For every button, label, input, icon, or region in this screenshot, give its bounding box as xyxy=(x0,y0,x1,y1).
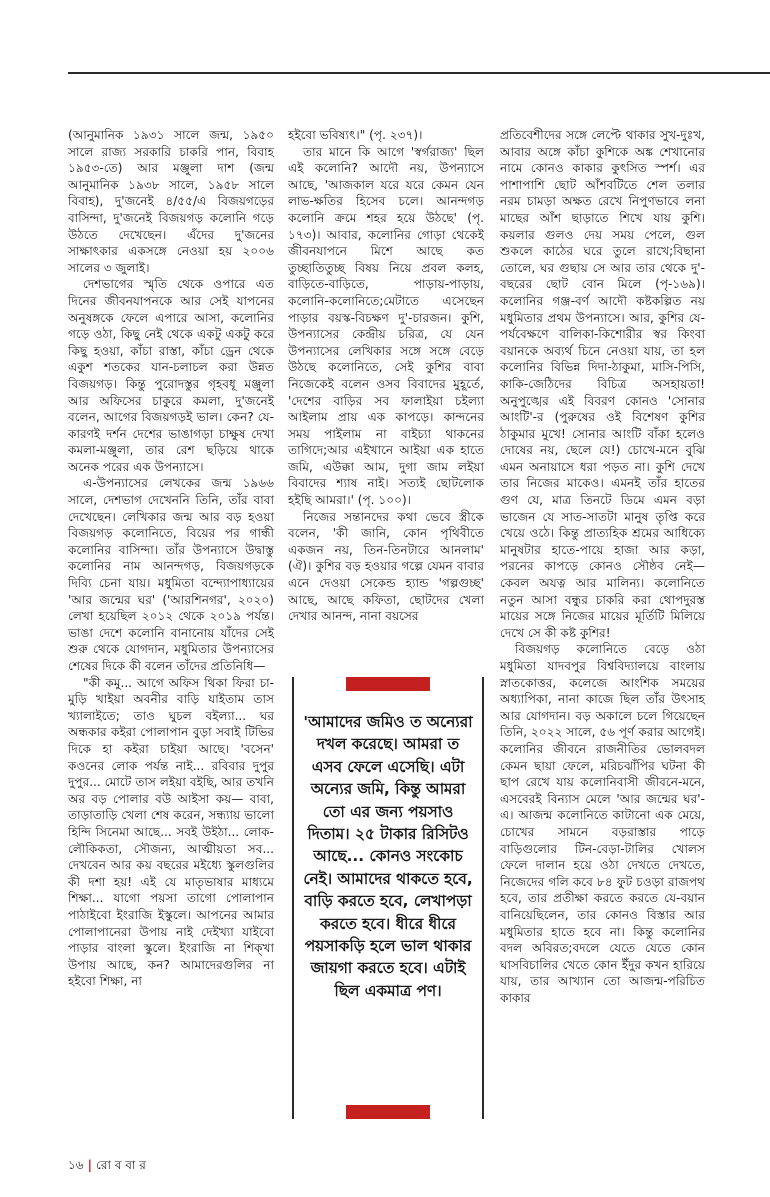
pull-quote-text: 'আমাদের জমিও ত অন্যেরা দখল করেছে। আমরা ত এসব ফেলে এসেছি। এটা অন্যের জমি, কিন্তু আমরা তো এর জন্য পয়সাও দিতাম। ২৫ টাকার রিসিটও আছে... কোনও সংকোচ নেই। আমাদের থাকতে হবে, বাড়ি করতে হবে, লেখাপড়া করতে হবে। ধীরে ধীরে পয়সাকড়ি হলে ভাল থাকার জায়গা করতে হবে। এটাই ছিল একমাত্র পণ। xyxy=(303,713,473,1000)
paragraph: এ-উপন্যাসের লেখকের জন্ম ১৯৬৬ সালে, দেশভাগ দেখেননি তিনি, তাঁর বাবা দেখেছেন। লেখিকার জন্ম আর বড় হওয়া বিজয়গড় কলোনিতে, বিয়ের পর গান্ধী কলোনির বাসিন্দা। তাঁর উপন্যাসে উদ্বাস্তু কলোনির নাম আনন্দগড়, বিজয়গড়কে দিব্যি চেনা যায়। মধুমিতা বন্দ্যোপাধ্যায়ের 'আর জন্মের ঘর' ('আরশিনগর', ২০২০) লেখা হয়েছিল ২০১২ থেকে ২০১৯ পর্যন্ত। ভাঙা দেশে কলোনি বানানোয় যাঁদের সেই শুরু থেকে যোগদান, মধুমিতার উপন্যাসের শেষের দিকে কী বলেন তাঁদের প্রতিনিধি— xyxy=(68,476,274,673)
page-footer xyxy=(68,1157,146,1177)
pull-quote-top-bar xyxy=(346,677,430,691)
paragraph: বিজয়গড় কলোনিতে বেড়ে ওঠা মধুমিতা যাদবপুর বিশ্ববিদ্যালয়ে বাংলায় স্নাতকোত্তর, কলেজে আংশিক সময়ের অধ্যাপিকা, নানা কাজে ছিল তাঁর উৎসাহ আর যোগদান। বড় অকালে চলে গিয়েছেন তিনি, ২০২২ সালে, ৫৬ পূর্ণ করার আগেই। কলোনির জীবনে রাজনীতির ভোলবদল কেমন ছায়া ফেলে, মরিচঝাঁপির ঘটনা কী ছাপ রেখে যায় কলোনিবাসী জীবনে-মনে, এসবেরই বিন্যাস মেলে 'আর জন্মের ঘর'-এ। আজন্ম কলোনিতে কাটানো এক মেয়ে, চোখের সামনে বড়রাস্তার পাড়ে বাড়িগুলোর টিন-বেড়া-টালির খোলস ফেলে দালান হয়ে ওঠা দেখতে দেখতে, নিজেদের গলি কবে ৮৪ ফুট চওড়া রাজপথ হবে, তার প্রতীক্ষা করতে করতে যে-বয়ান বানিয়েছিলেন, তার কোনও বিস্তার আর মধুমিতার হাতে হবে না। কিন্তু কলোনির বদল অবিরত;বদলে যেতে যেতে কোন ঘাসবিচালির খেতে কোন ইঁদুর কখন হারিয়ে যায়, তার আখ্যান তো আজন্ম-পরিচিত কাকার xyxy=(500,642,705,1005)
paragraph: হইবো ভবিষ্যৎ।" (পৃ. ২৩৭)। xyxy=(288,128,423,142)
article-column-1 xyxy=(68,127,274,990)
pull-quote-bottom-bar xyxy=(346,1105,430,1119)
header-rule xyxy=(68,72,770,74)
pull-quote-box xyxy=(292,677,484,1119)
article-column-2 xyxy=(288,127,484,625)
paragraph: "কী কমু... আগে অফিস থিকা ফিরা চা-মুড়ি খাইয়া অবনীর বাড়ি যাইতাম তাস খ্যালাইতে; তাও ঘুচল বইল্যা... ঘর অন্ধকার কইরা পোলাপান বুড়া সবাই টিভির দিকে হা কইরা চাইয়া আছে। 'বসেন' কওনের লোক পর্যন্ত নাই... রবিবার দুপুর দুপুর... মোটে তাস লইয়া বইছি, আর তখনি অর বড় পোলার বউ আইসা কয়— বাবা, তাড়াতাড়ি খেলা শেষ করেন, সন্ধ্যায় ভালো হিন্দি সিনেমা আছে... সবই উইঠা... লোক-লৌকিকতা, সৌজন্য, আত্মীয়তা সব... দেখবেন আর কয় বছরের মইধ্যে স্কুলগুলির কী দশা হয়! এই যে মাতৃভাষার মাধ্যমে শিক্ষা... যাগো পয়সা তাগো পোলাপান পাঠাইবো ইংরাজি ইস্কুলে। আপনের আমার পোলাপানেরা উপায় নাই দেইখ্যা যাইবো পাড়ার বাংলা স্কুলে। ইংরাজি না শিক্‌খা উপায় আছে, কন? আমাদেরগুলির না হইবো শিক্ষা, না xyxy=(68,675,274,989)
article-column-3 xyxy=(500,127,705,1006)
section-name: রো ব বা র xyxy=(95,1158,146,1172)
page-number: ১৬ xyxy=(68,1158,84,1172)
paragraph: নিজের সন্তানদের কথা ভেবে স্ত্রীকে বলেন, 'কী জানি, কোন পৃথিবীতে একজন নয়, তিন-তিনটারে আনলাম' (ঐ)। কুশির বড় হওয়ার গল্পে যেমন বাবার এনে দেওয়া সেকেন্ড হ্যান্ড 'গল্পগুচ্ছ' আছে, আছে কফিতা, ছোটদের খেলা দেখার আনন্দ, নানা বয়সের xyxy=(288,509,484,624)
footer-separator: | xyxy=(87,1158,92,1172)
paragraph: দেশভাগের স্মৃতি থেকে ওপারে এত দিনের জীবনযাপনকে আর সেই যাপনের অনুষঙ্গকে ফেলে এপারে আসা, কলোনির গড়ে ওঠা, কিছু নেই থেকে একটু একটু করে কিছু হওয়া, কাঁচা রাস্তা, কাঁচা ড্রেন থেকে একুশ শতকের যান-চলাচল করা উন্নত বিজয়গড়। কিন্তু পুরোদস্তুর গৃহবধূ মঞ্জুলা আর অফিসের চাকুরে কমলা, দু'জনেই বলেন, আগের বিজয়গড়ই ভাল। কেন? যে-কারণই দর্শন দেশের ভাঙাগড়া চাক্ষুষ দেখা কমলা-মঞ্জুলা, তার রেশ ছড়িয়ে থাকে অনেক পরের এক উপন্যাসে। xyxy=(68,277,274,474)
paragraph: তার মানে কি আগে 'স্বর্গরাজ্য' ছিল এই কলোনি? আদৌ নয়, উপন্যাসে আছে, 'আজকাল যরে যরে কেমন যেন লাভ-ক্ষতির হিসেব চলে। আনন্দগড় কলোনি ক্রমে শহর হয়ে উঠছে' (পৃ. ১৭৩)। আবার, কলোনির গোড়া থেকেই জীবনযাপনে মিশে আছে কত তুচ্ছাতিতুচ্ছ বিষয় নিয়ে প্রবল কলহ, বাড়িতে-বাড়িতে, পাড়ায়-পাড়ায়, কলোনি-কলোনিতে;মেটাতে এসেছেন পাড়ার বয়স্ক-বিচক্ষণ দু'-চারজন। কুশি, উপন্যাসের কেন্দ্রীয় চরিত্র, যে যেন উপন্যাসের লেখিকার সঙ্গে সঙ্গে বেড়ে উঠছে কলোনিতে, সেই কুশির বাবা নিজেকেই বলেন ওসব বিবাদের মুহূর্তে, 'দেশের বাড়ির সব ফালাইয়া চইল্যা আইলাম প্রায় এক কাপড়ে। কান্দনের সময় পাইলাম না বাইচ্যা থাকনের তাগিদে;আর এইখানে আইয়া এক হাতে জমি, এউক্কা আম, দুগা জাম লইয়া বিবাদের শ্যাষ নাই। সত্যই ছোটলোক হইছি আমরা।' (পৃ. ১০০)। xyxy=(288,144,484,508)
paragraph: (আনুমানিক ১৯৩১ সালে জন্ম, ১৯৫০ সালে রাজ্য সরকারি চাকরি পান, বিবাহ ১৯৫৩-তে) আর মঞ্জুলা দাশ (জন্ম আনুমানিক ১৯৩৮ সালে, ১৯৫৮ সালে বিবাহ), দু'জনেই ৪/৫৫/এ বিজয়গড়ের বাসিন্দা, দু'জনেই বিজয়গড় কলোনি গড়ে উঠতে দেখেছেন। এঁদের দু'জনের সাক্ষাৎকার একসঙ্গে নেওয়া হয় ২০০৬ সালের ৩ জুলাই। xyxy=(68,128,274,275)
paragraph: প্রতিবেশীদের সঙ্গে লেপ্টে থাকার সুখ-দুঃখ, আবার অঙ্গে কাঁচা কুশিকে অঙ্ক শেখানোর নামে কোনও কাকার কুৎসিত স্পর্শ। এর পাশাপাশি ছোট আঁশবটিতে শেল তলার নরম চামড়া অক্ষত রেখে নিপুণভাবে লনা মাছের আঁশ ছাড়াতে শিখে যায় কুশি। কয়লার গুলও দেয় সময় পেলে, গুল শুকলে কাঠের ঘরে তুলে রাখে;বিছানা তোলে, ঘর গুছায় সে আর তার থেকে দু'-বছরের ছোট বোন মিলে (পৃ-১৬৯)। কলোনির গঞ্জ-বর্ণ আদৌ কষ্টকল্পিত নয় মধুমিতার প্রথম উপন্যাসে। আর, কুশির যে-পর্যবেক্ষণে বালিকা-কিশোরীর স্বর কিংবা বয়ানকে অব্যর্থ চিনে নেওয়া যায়, তা হল কলোনির বিভিন্ন দিদা-ঠাকুমা, মাসি-পিসি, কাকি-জেঠিদের বিচিত্র অসহায়তা! অনুপুঙ্খের এই বিবরণ কোনও 'সোনার আংটি'-র (পুরুষের ওই বিশেষণ কুশির ঠাকুমার মুখে! সোনার আংটি বাঁকা হলেও দোষের নয়, ছেলে যে!) চোখে-মনে বুঝি এমন অনায়াসে ধরা পড়ত না। কুশি দেখে তার নিজের মাকেও। এমনই তাঁর হাতের গুণ যে, মাত্র তিনটে ডিমে এমন বড়া ভাজেন যে সাত-সাতটা মানুষ তৃপ্তি করে খেয়ে ওঠে। কিন্তু প্রাত্যহিক শ্রমের আধিক্যে মানুষটার হাতে-পায়ে হাজা আর কড়া, পরনের কাপড়ে কোনও সৌষ্ঠব নেই— কেবল অযত্ন আর মালিন্য। কলোনিতে নতুন আসা বন্ধুর চাকরি করা থোপদুরস্ত মায়ের সঙ্গে নিজের মায়ের মূর্তিটি মিলিয়ে দেখে সে কী কষ্ট কুশির! xyxy=(500,128,705,640)
